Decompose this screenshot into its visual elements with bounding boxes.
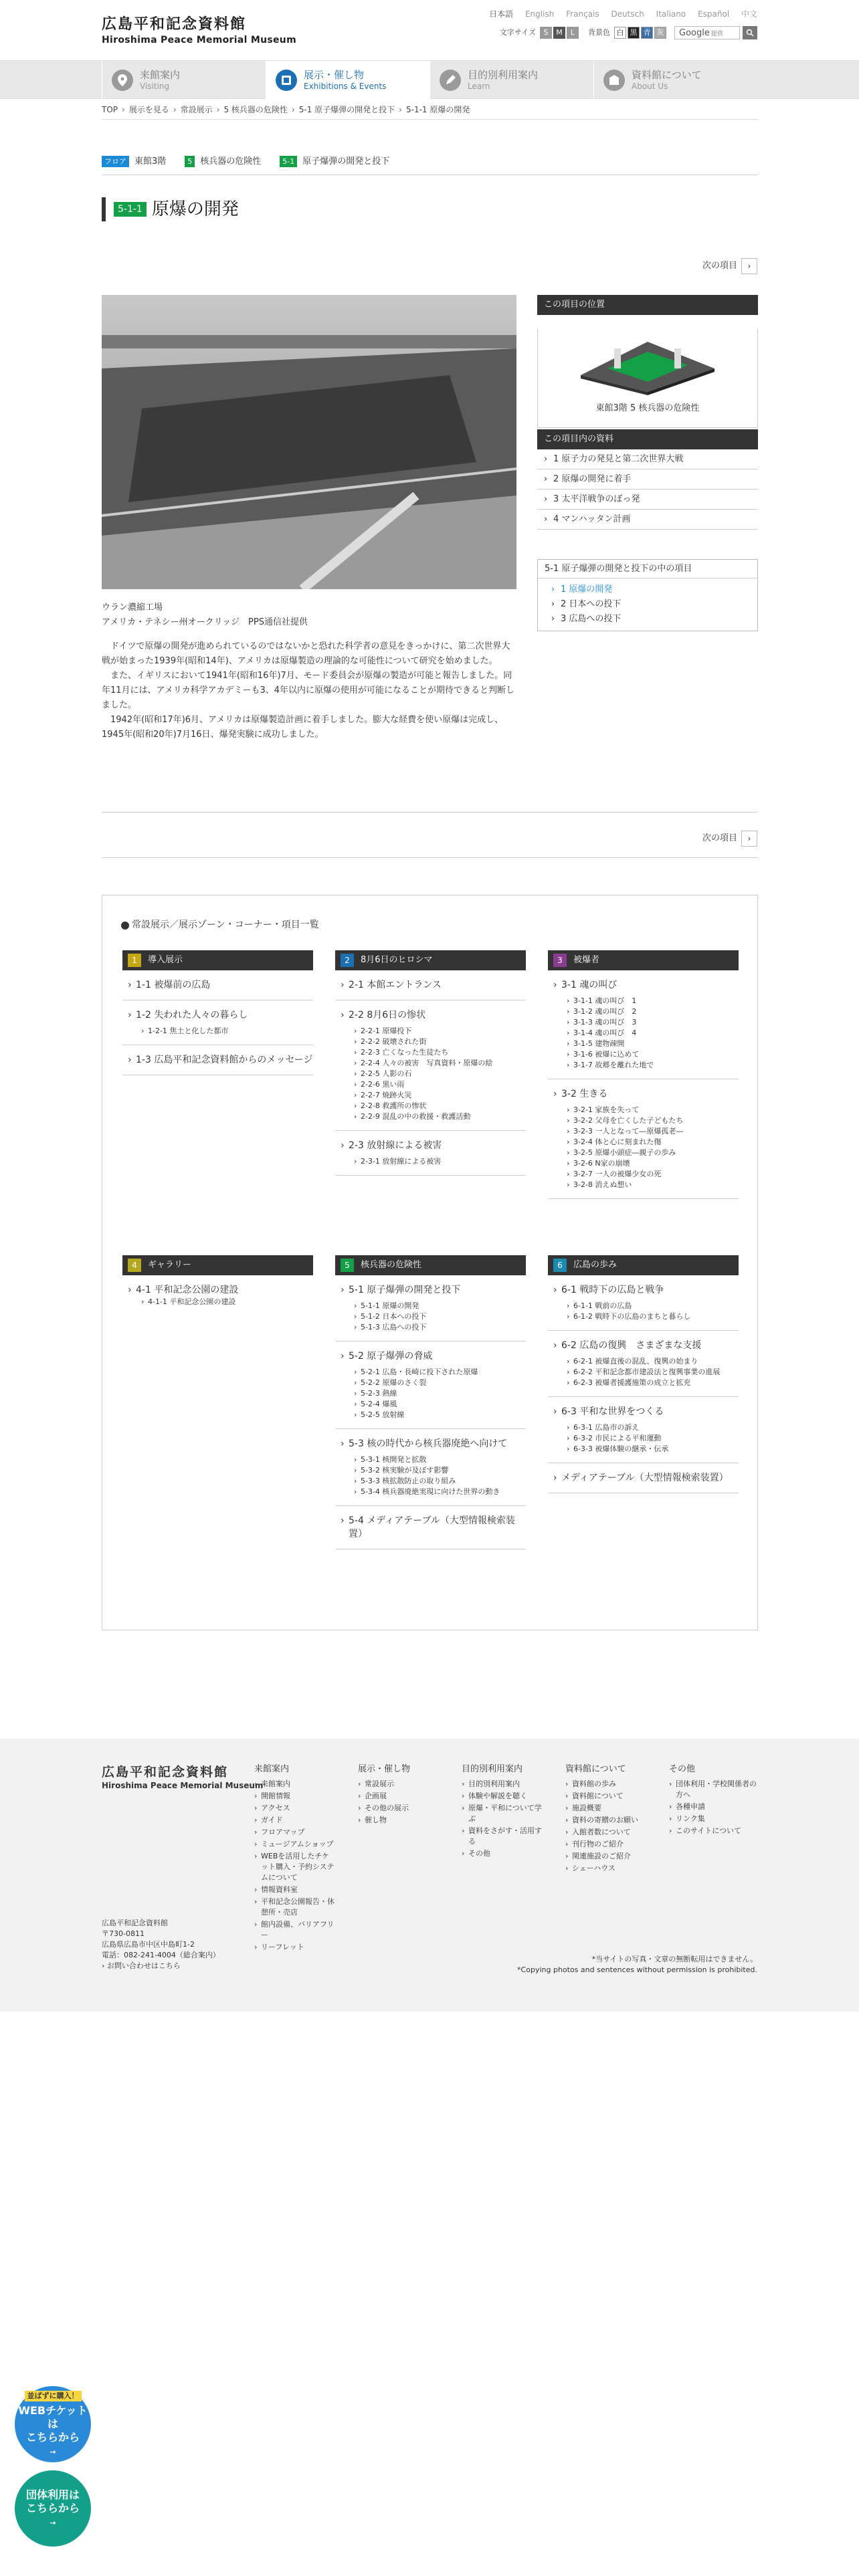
- footer-link[interactable]: › ミュージアムショップ: [254, 1839, 335, 1850]
- item-link[interactable]: › 2-2-1 原爆投下: [341, 1026, 526, 1037]
- index-title-text: 常設展示／展示ゾーン・コーナー・項目一覧: [132, 920, 319, 930]
- zone-name: 広島の歩み: [573, 1260, 617, 1271]
- global-nav: [0, 60, 859, 99]
- tag-text: 原子爆弾の開発と投下: [302, 156, 390, 167]
- font-size-m-button[interactable]: M: [553, 27, 565, 39]
- search-icon: [746, 29, 754, 37]
- item-link[interactable]: › 5-2-1 広島・長崎に投下された原爆: [341, 1367, 526, 1378]
- footer-link[interactable]: › 団体利用・学校関係者の方へ: [669, 1779, 758, 1800]
- chevron-right-icon: ›: [122, 105, 125, 114]
- nav-label: 目的別利用案内: [468, 69, 539, 81]
- footer-link[interactable]: › 来館案内: [254, 1779, 335, 1790]
- corner-link[interactable]: › 3-1 魂の叫び: [553, 978, 739, 992]
- address-line: 広島平和記念資料館: [102, 1919, 168, 1927]
- item-link[interactable]: › 4-1-1 平和記念公園の建設: [128, 1297, 313, 1307]
- bg-gray-button[interactable]: 灰: [654, 27, 666, 39]
- arrow-right-icon: →: [50, 2448, 56, 2456]
- item-link[interactable]: › 3-2-5 原爆小頭症―親子の歩み: [553, 1148, 739, 1158]
- zone-heading[interactable]: [335, 950, 526, 970]
- zone-number: 4: [128, 1259, 141, 1272]
- corner-link[interactable]: › 6-2 広島の復興 さまざまな支援: [553, 1339, 739, 1352]
- crumb-zone[interactable]: 5 核兵器の危険性: [223, 105, 288, 114]
- lang-zh[interactable]: 中文: [741, 9, 757, 19]
- item-link[interactable]: › 3-1-2 魂の叫び 2: [553, 1006, 739, 1017]
- nav-sub: Learn: [468, 82, 490, 91]
- footer-address: [102, 1918, 220, 1971]
- footer-link[interactable]: › 館内設備、バリアフリー: [254, 1919, 335, 1941]
- zone-heading[interactable]: [122, 1255, 313, 1275]
- item-link[interactable]: › 3-1-4 魂の叫び 4: [553, 1028, 739, 1039]
- material-item[interactable]: › 3 太平洋戦争のぼっ発: [537, 490, 758, 510]
- footer-link[interactable]: › リンク集: [669, 1814, 758, 1824]
- corner-link[interactable]: › メディアテーブル（大型情報検索装置）: [553, 1471, 739, 1485]
- tag-floor: [102, 155, 166, 169]
- body-text: [102, 639, 516, 742]
- building-icon: [603, 70, 625, 91]
- nav-label: 展示・催し物: [304, 69, 365, 81]
- zone-2: [335, 950, 526, 1176]
- zone-heading[interactable]: [122, 950, 313, 970]
- item-link[interactable]: › 2-2-3 亡くなった生徒たち: [341, 1047, 526, 1058]
- item-link[interactable]: › 3-1-3 魂の叫び 3: [553, 1017, 739, 1028]
- footer-link[interactable]: › 関連施設のご紹介: [565, 1851, 646, 1862]
- footer-col-other: [669, 1763, 758, 1838]
- divider: [102, 812, 758, 813]
- item-link[interactable]: › 3-2-3 一人となって―原爆孤老―: [553, 1126, 739, 1137]
- body-paragraph: また、イギリスにおいて1941年(昭和16年)7月、モード委員会が原爆の製造が可能と報告しました。同年11月には、アメリカ科学アカデミーも3、4年以内に原爆の使用が可能になることが期待できると判断しました。: [102, 671, 515, 710]
- web-ticket-button[interactable]: [12, 2383, 94, 2465]
- item-link[interactable]: › 5-3-3 核拡散防止の取り組み: [341, 1476, 526, 1487]
- bg-white-button[interactable]: 白: [614, 27, 626, 39]
- item-link[interactable]: › 3-1-5 建物疎開: [553, 1039, 739, 1049]
- group-visit-button[interactable]: [12, 2468, 94, 2549]
- site-footer: [0, 1739, 859, 2012]
- footer-col-heading[interactable]: 目的別利用案内: [462, 1764, 523, 1774]
- zone-number: 5: [341, 1259, 354, 1272]
- search-note: 提供: [710, 31, 723, 37]
- search-button[interactable]: [743, 26, 757, 39]
- item-link[interactable]: › 5-2-5 放射線: [341, 1410, 526, 1420]
- zone-number: 1: [128, 954, 141, 967]
- nav-about[interactable]: [593, 61, 757, 100]
- lang-es[interactable]: Español: [698, 9, 730, 19]
- footer-link[interactable]: › その他の展示: [358, 1803, 438, 1814]
- footer-col-heading: その他: [669, 1764, 696, 1774]
- nav-learn[interactable]: [430, 61, 593, 100]
- lang-fr[interactable]: Français: [566, 9, 599, 19]
- corner-link[interactable]: › 1-2 失われた人々の暮らし: [128, 1008, 313, 1022]
- related-items-panel: [537, 559, 758, 631]
- chevron-right-icon: ›: [741, 258, 757, 274]
- item-link[interactable]: › 5-3-1 核開発と拡散: [341, 1455, 526, 1465]
- divider: [102, 119, 758, 120]
- ticket-label: WEBチケットは こちらから: [18, 2404, 88, 2444]
- footer-link[interactable]: › その他: [462, 1848, 542, 1859]
- factory-photo: [102, 295, 516, 589]
- note-line: *当サイトの写真・文章の無断転用はできません。: [591, 1955, 757, 1963]
- item-link[interactable]: › 2-2-5 人影の石: [341, 1069, 526, 1079]
- next-label: 次の項目: [702, 261, 737, 272]
- corner-link[interactable]: › 5-4 メディアテーブル（大型情報検索装置）: [341, 1514, 526, 1541]
- footer-link[interactable]: › 平和記念公園報告・休憩所・売店: [254, 1897, 335, 1918]
- address-line: 広島県広島市中区中島町1-2: [102, 1940, 195, 1949]
- item-link[interactable]: › 5-1-2 日本への投下: [341, 1311, 526, 1322]
- item-link[interactable]: › 3-1-6 被爆に込めて: [553, 1049, 739, 1060]
- footer-logo[interactable]: [102, 1764, 263, 1791]
- footer-link[interactable]: › 開館情報: [254, 1791, 335, 1802]
- zone-badge: 5: [185, 156, 195, 167]
- lang-ja[interactable]: 日本語: [489, 9, 514, 19]
- related-item[interactable]: › 1 原爆の開発: [551, 582, 757, 597]
- zone-number: 3: [553, 954, 567, 967]
- tag-corner: [280, 155, 389, 169]
- item-link[interactable]: › 5-3-4 核兵器廃絶実現に向けた世界の動き: [341, 1487, 526, 1497]
- copyright-note: [517, 1954, 757, 1975]
- item-badge: 5-1-1: [114, 202, 147, 217]
- panel-heading: 5-1 原子爆弾の開発と投下の中の項目: [538, 560, 757, 578]
- item-link[interactable]: › 6-3-3 被爆体験の継承・伝承: [553, 1444, 739, 1455]
- panel-heading: この項目の位置: [537, 295, 758, 315]
- page-title: [102, 197, 239, 221]
- google-label: Google: [679, 28, 710, 38]
- note-line: *Copying photos and sentences without permission is prohibited.: [517, 1965, 757, 1974]
- crumb-exhibits[interactable]: 展示を見る: [128, 105, 169, 114]
- nav-label: 資料館について: [632, 69, 702, 81]
- ticket-tagline: 並ばずに購入！: [25, 2391, 82, 2402]
- item-link[interactable]: › 1-2-1 焦土と化した都市: [128, 1026, 313, 1037]
- corner-link[interactable]: › 6-1 戦時下の広島と戦争: [553, 1283, 739, 1297]
- footer-link[interactable]: › 情報資料室: [254, 1885, 335, 1895]
- zone-3: [548, 950, 739, 1199]
- bg-blue-button[interactable]: 青: [641, 27, 653, 39]
- item-link[interactable]: › 6-3-1 広島市の訴え: [553, 1422, 739, 1433]
- zone-5: [335, 1255, 526, 1549]
- nav-sub: About Us: [632, 82, 668, 91]
- item-link[interactable]: › 6-2-3 被爆者援護施策の成立と拡充: [553, 1378, 739, 1388]
- tag-text: 核兵器の危険性: [200, 156, 262, 167]
- language-switcher: [480, 8, 757, 20]
- tags-line: [102, 155, 758, 175]
- corner-link[interactable]: › 5-1 原子爆弾の開発と投下: [341, 1283, 526, 1297]
- crumb-corner[interactable]: 5-1 原子爆弾の開発と投下: [298, 105, 395, 114]
- material-item[interactable]: › 2 原爆の開発に着手: [537, 469, 758, 490]
- footer-link[interactable]: › 原爆・平和について学ぶ: [462, 1803, 542, 1824]
- floor-badge: フロア: [102, 156, 129, 167]
- caption-line: ウラン濃縮工場: [102, 603, 163, 613]
- footer-logo-en: Hiroshima Peace Memorial Museum: [102, 1781, 264, 1790]
- zone-heading[interactable]: [548, 950, 739, 970]
- arrow-right-icon: →: [50, 2518, 56, 2527]
- footer-link[interactable]: › 資料の寄贈のお願い: [565, 1815, 646, 1826]
- item-link[interactable]: › 3-2-4 体と心に刻まれた傷: [553, 1137, 739, 1148]
- related-item[interactable]: › 2 日本への投下: [551, 597, 757, 612]
- footer-col-heading[interactable]: 資料館について: [565, 1764, 626, 1774]
- item-link[interactable]: › 6-1-2 戦時下の広島のまちと暮らし: [553, 1311, 739, 1322]
- item-link[interactable]: › 2-2-8 救護所の惨状: [341, 1101, 526, 1111]
- site-header: [0, 0, 859, 60]
- lang-de[interactable]: Deutsch: [611, 9, 644, 19]
- logo-en: Hiroshima Peace Memorial Museum: [102, 35, 296, 45]
- address-line: 〒730-0811: [102, 1929, 145, 1938]
- footer-link[interactable]: › 刊行物のご紹介: [565, 1839, 646, 1850]
- item-link[interactable]: › 5-2-2 原爆のさく裂: [341, 1378, 526, 1388]
- corner-link[interactable]: › 6-3 平和な世界をつくる: [553, 1405, 739, 1418]
- item-link[interactable]: › 6-2-2 平和記念都市建設法と復興事業の進展: [553, 1367, 739, 1378]
- item-link[interactable]: › 2-2-6 黒い雨: [341, 1079, 526, 1090]
- materials-list: [537, 449, 758, 530]
- crumb-top[interactable]: TOP: [102, 105, 118, 114]
- related-item[interactable]: › 3 広島への投下: [551, 612, 757, 627]
- zone-name: 核兵器の危険性: [361, 1260, 422, 1271]
- header-tools: [500, 25, 757, 40]
- item-link[interactable]: › 3-2-7 一人の被爆少女の死: [553, 1169, 739, 1180]
- item-link[interactable]: › 3-1-1 魂の叫び 1: [553, 996, 739, 1006]
- zone-4: [122, 1255, 313, 1315]
- footer-link[interactable]: › 企画展: [358, 1791, 438, 1802]
- item-link[interactable]: › 5-1-1 原爆の開発: [341, 1301, 526, 1311]
- corner-badge: 5-1: [280, 156, 297, 167]
- item-link[interactable]: › 6-1-1 戦前の広島: [553, 1301, 739, 1311]
- corner-link[interactable]: › 2-3 放射線による被害: [341, 1139, 526, 1152]
- footer-link[interactable]: › 入館者数について: [565, 1827, 646, 1838]
- zone-name: 被爆者: [573, 955, 600, 966]
- item-link[interactable]: › 5-3-2 核実験が及ぼす影響: [341, 1465, 526, 1476]
- footer-link[interactable]: › WEBを活用したチケット購入・予約システムについて: [254, 1851, 335, 1883]
- footer-link[interactable]: › 資料館の歩み: [565, 1779, 646, 1790]
- nav-visiting[interactable]: [102, 61, 266, 100]
- item-link[interactable]: › 2-2-2 破壊された街: [341, 1037, 526, 1047]
- font-size-l-button[interactable]: L: [567, 27, 579, 39]
- crumb-permanent[interactable]: 常設展示: [180, 105, 213, 114]
- footer-link[interactable]: › リーフレット: [254, 1942, 335, 1953]
- zone-1: [122, 950, 313, 1075]
- address-line: 電話：082-241-4004（総合案内）: [102, 1951, 220, 1959]
- tag-zone: [185, 155, 261, 169]
- footer-col-heading[interactable]: 展示・催し物: [358, 1764, 411, 1774]
- breadcrumb: [102, 102, 474, 118]
- corner-link[interactable]: › 3-2 生きる: [553, 1087, 739, 1101]
- next-item-link-bottom[interactable]: [702, 831, 757, 847]
- zone-heading[interactable]: [335, 1255, 526, 1275]
- zone-6: [548, 1255, 739, 1493]
- item-link[interactable]: › 3-1-7 故郷を離れた地で: [553, 1060, 739, 1071]
- footer-col-visiting: [254, 1763, 335, 1954]
- footer-link[interactable]: › 催し物: [358, 1815, 438, 1826]
- page-title-text: 原爆の開発: [151, 199, 239, 219]
- nav-sub: Visiting: [140, 82, 170, 91]
- footer-link[interactable]: › 施設概要: [565, 1803, 646, 1814]
- index-title: [121, 918, 319, 932]
- position-caption: 東館3階 5 核兵器の危険性: [595, 403, 700, 413]
- exhibit-index: [102, 895, 758, 1630]
- search-input[interactable]: [674, 26, 740, 39]
- exhibit-icon: [276, 70, 297, 91]
- item-link[interactable]: › 6-3-2 市民による平和運動: [553, 1433, 739, 1444]
- materials-panel: [537, 429, 758, 530]
- item-link[interactable]: › 3-2-6 N家の崩壊: [553, 1158, 739, 1169]
- contact-link[interactable]: › お問い合わせはこちら: [102, 1961, 181, 1970]
- item-link[interactable]: › 2-3-1 放射線による被害: [341, 1156, 526, 1167]
- item-link[interactable]: › 5-1-3 広島への投下: [341, 1322, 526, 1333]
- logo-jp: 広島平和記念資料館: [102, 15, 247, 33]
- font-size-label: 文字サイズ: [499, 27, 536, 37]
- lang-en[interactable]: English: [524, 9, 555, 19]
- position-panel: [537, 295, 758, 428]
- zone-name: 8月6日のヒロシマ: [361, 955, 433, 966]
- footer-link[interactable]: › 体験や解説を聴く: [462, 1791, 542, 1802]
- nav-sub: Exhibitions & Events: [304, 82, 387, 91]
- zone-number: 2: [341, 954, 354, 967]
- footer-link[interactable]: › 目的別利用案内: [462, 1779, 542, 1790]
- item-link[interactable]: › 3-2-1 家族を失って: [553, 1105, 739, 1115]
- chevron-right-icon: ›: [173, 105, 177, 114]
- footer-col-heading[interactable]: 来館案内: [254, 1764, 290, 1774]
- zone-name: 導入展示: [148, 955, 183, 966]
- related-list: [538, 582, 757, 631]
- item-link[interactable]: › 2-2-9 混乱の中の救援・救護活動: [341, 1111, 526, 1122]
- zone-heading[interactable]: [548, 1255, 739, 1275]
- chevron-right-icon: ›: [216, 105, 220, 114]
- footer-link[interactable]: › ガイド: [254, 1815, 335, 1826]
- item-link[interactable]: › 2-2-7 焼跡火災: [341, 1090, 526, 1101]
- chevron-right-icon: ›: [291, 105, 295, 114]
- chevron-right-icon: ›: [399, 105, 402, 114]
- corner-link[interactable]: › 5-3 核の時代から核兵器廃絶へ向けて: [341, 1437, 526, 1451]
- nav-exhibitions[interactable]: [266, 61, 430, 100]
- photo-caption: [102, 601, 308, 630]
- item-link[interactable]: › 3-2-8 消えぬ想い: [553, 1180, 739, 1190]
- site-logo[interactable]: [102, 15, 296, 47]
- font-size-s-button[interactable]: S: [540, 27, 552, 39]
- corner-link[interactable]: › 2-1 本館エントランス: [341, 978, 526, 992]
- body-paragraph: ドイツで原爆の開発が進められているのではないかと恐れた科学者の意見をきっかけに、第二次世界大戦が始まった1939年(昭和14年)、アメリカは原爆製造の理論的な可能性について研究を始めました。: [102, 641, 510, 666]
- footer-link[interactable]: › このサイトについて: [669, 1826, 758, 1836]
- tag-text: 東館3階: [134, 156, 167, 167]
- group-label: 団体利用は こちらから: [25, 2488, 80, 2514]
- lang-it[interactable]: Italiano: [656, 9, 686, 19]
- footer-link[interactable]: › フロアマップ: [254, 1827, 335, 1838]
- footer-col-learn: [462, 1763, 542, 1860]
- footer-logo-jp: 広島平和記念資料館: [102, 1765, 229, 1780]
- footer-link[interactable]: › 各種申請: [669, 1802, 758, 1812]
- crumb-current: 5-1-1 原爆の開発: [405, 105, 470, 114]
- bg-color-label: 背景色: [588, 27, 610, 37]
- chevron-right-icon: ›: [741, 831, 757, 847]
- material-item[interactable]: › 1 原子力の発見と第二次世界大戦: [537, 449, 758, 469]
- zone-number: 6: [553, 1259, 567, 1272]
- caption-line: アメリカ・テネシー州オークリッジ PPS通信社提供: [102, 617, 308, 627]
- footer-link[interactable]: › シェーハウス: [565, 1863, 646, 1874]
- corner-link[interactable]: › 2-2 8月6日の惨状: [341, 1008, 526, 1022]
- item-link[interactable]: › 5-2-4 爆風: [341, 1399, 526, 1410]
- footer-link[interactable]: › アクセス: [254, 1803, 335, 1814]
- pencil-icon: [440, 70, 461, 91]
- next-label: 次の項目: [702, 833, 737, 844]
- bullet-icon: [121, 922, 129, 930]
- footer-col-about: [565, 1763, 646, 1875]
- corner-link[interactable]: › 5-2 原子爆弾の脅威: [341, 1350, 526, 1363]
- corner-link[interactable]: › 1-1 被爆前の広島: [128, 978, 313, 992]
- footer-col-exhibitions: [358, 1763, 438, 1827]
- zone-name: ギャラリー: [148, 1260, 192, 1271]
- bg-black-button[interactable]: 黒: [628, 27, 640, 39]
- corner-link[interactable]: › 1-3 広島平和記念資料館からのメッセージ: [128, 1053, 313, 1067]
- item-link[interactable]: › 6-2-1 被爆直後の混乱、復興の始まり: [553, 1356, 739, 1367]
- body-paragraph: 1942年(昭和17年)6月、アメリカは原爆製造計画に着手しました。膨大な経費を使い原爆は完成し、1945年(昭和20年)7月16日、爆発実験に成功しました。: [102, 715, 504, 740]
- floor-map-image: [567, 328, 728, 395]
- footer-link[interactable]: › 資料館について: [565, 1791, 646, 1802]
- panel-heading: この項目内の資料: [537, 429, 758, 449]
- divider: [102, 857, 758, 858]
- item-link[interactable]: › 2-2-4 人々の被害 写真資料・原爆の絵: [341, 1058, 526, 1069]
- corner-link[interactable]: › 4-1 平和記念公園の建設: [128, 1283, 313, 1297]
- item-link[interactable]: › 3-2-2 父母を亡くした子どもたち: [553, 1115, 739, 1126]
- footer-link[interactable]: › 資料をさがす・活用する: [462, 1826, 542, 1847]
- item-link[interactable]: › 5-2-3 熱線: [341, 1388, 526, 1399]
- footer-link[interactable]: › 常設展示: [358, 1779, 438, 1790]
- nav-label: 来館案内: [140, 69, 181, 81]
- material-item[interactable]: › 4 マンハッタン計画: [537, 510, 758, 530]
- map-pin-icon: [112, 70, 133, 91]
- next-item-link-top[interactable]: [702, 258, 757, 274]
